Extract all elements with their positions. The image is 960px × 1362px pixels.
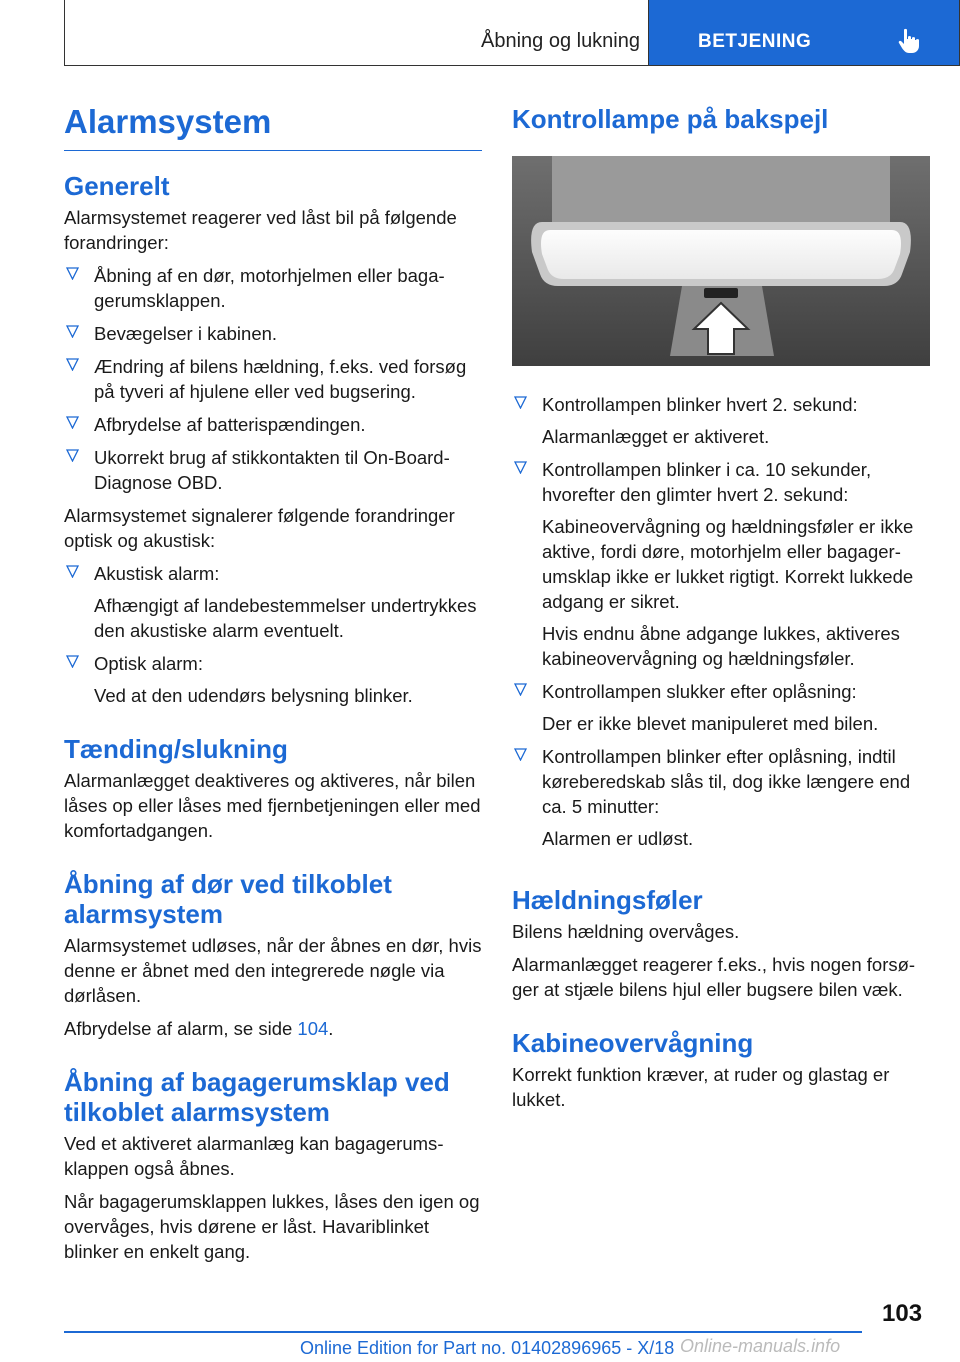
list-item [64,412,482,437]
bullet-triangle-icon [66,325,79,338]
list-item-text: Ændring af bilens hældning, f.eks. ved forsøg på tyveri af hjulene eller ved bugsering. [94,356,467,402]
list-item-label: Kontrollampen blinker hvert 2. sekund: [542,394,858,415]
list-item-sub: Hvis endnu åbne adgange lukkes, aktiveres kabineovervågning og hældningsføler. [542,623,900,669]
list-item-label: Kontrollampen slukker efter oplåsning: [542,681,857,702]
generelt-para2: Alarmsystemet signalerer følgende forandringer optisk og akustisk: [64,505,455,551]
list-item [64,651,482,708]
alarm-reference [64,1016,482,1041]
page-reference-link[interactable]: 104 [297,1018,329,1039]
list-item [512,457,930,671]
bullet-triangle-icon [514,461,527,474]
bagagerum-text1: Ved et aktiveret alarmanlæg kan bagagerumsklappen også åbnes. [64,1133,444,1179]
left-column [64,100,482,1272]
rearview-mirror-image [512,156,930,366]
list-item-text: Bevægelser i kabinen. [94,323,278,344]
list-item [64,321,482,346]
bullet-triangle-icon [66,358,79,371]
list-item-sub: Ved at den udendørs belysning blinker. [94,685,413,706]
list-item-sub: Alarmanlægget er aktiveret. [542,426,770,447]
heading-abning-dor: Åbning af dør ved tilkoblet alarmsystem [64,869,392,929]
haeldning-text1: Bilens hældning overvåges. [512,921,740,942]
list-item-sub: Der er ikke blevet manipuleret med bilen. [542,713,879,734]
list-item-label: Kontrollampen blinker i ca. 10 sekunder, hvorefter den glimter hvert 2. sekund: [542,459,872,505]
bullet-triangle-icon [514,748,527,761]
bullet-triangle-icon [66,449,79,462]
header-chapter-title: BETJENING [698,31,812,52]
taending-text: Alarmanlægget deaktiveres og aktiveres, når bilen låses op eller låses med fjernbetjeningen eller med komfortadgangen. [64,770,481,841]
right-column [512,100,930,1120]
list-item [64,354,482,404]
kabine-text: Korrekt funktion kræver, at ruder og glastag er lukket. [512,1064,890,1110]
list-item [512,679,930,736]
footer-edition: Online Edition for Part no. 01402896965 - X/18 [300,1338,675,1358]
footer-divider [64,1331,862,1333]
bullet-triangle-icon [66,655,79,668]
list-item-sub: Alarmen er udløst. [542,828,694,849]
bagagerum-text2: Når bagagerumsklappen lukkes, låses den igen og overvåges, hvis dørene er låst. Havariblinket blinker en enkelt gang. [64,1191,480,1262]
page-number: 103 [882,1300,923,1327]
list-item [64,445,482,495]
abning-dor-text: Alarmsystemet udløses, når der åbnes en dør, hvis denne er åbnet med den integrerede nøgle via dørlåsen. [64,935,482,1006]
bullet-triangle-icon [514,683,527,696]
mirror-illustration [512,156,930,366]
heading-generelt: Generelt [64,171,170,201]
pointing-hand-icon [898,28,920,54]
list-item [64,561,482,643]
reference-suffix: . [328,1018,334,1039]
heading-kabineovervagning: Kabineovervågning [512,1028,754,1058]
bullet-triangle-icon [514,396,527,409]
list-item-label: Kontrollampen blinker efter oplåsning, indtil køreberedskab slås til, dog ikke længere end ca. 5 minutter: [542,746,911,817]
list-item [512,392,930,449]
list-item-text: Ukorrekt brug af stikkontakten til On-Board-Diagnose OBD. [94,447,450,493]
bullet-triangle-icon [66,267,79,280]
generelt-intro: Alarmsystemet reagerer ved låst bil på følgende forandringer: [64,207,457,253]
list-item-sub: Afhængigt af landebestemmelser undertrykkes den akustiske alarm eventuelt. [94,595,477,641]
list-item [512,744,930,851]
bullet-triangle-icon [66,416,79,429]
list-item-sub: Kabineovervågning og hældningsføler er ikke aktive, fordi døre, motorhjelm eller bagagerumsklap ikke er lukket rigtigt. Korrekt lukkede adgang er sikret. [542,516,914,612]
heading-bagagerum: Åbning af bagagerumsklap ved tilkoblet alarmsystem [64,1067,450,1127]
heading-haeldningsfoler: Hældningsføler [512,885,703,915]
list-item-text: Åbning af en dør, motorhjelmen eller bagagerumsklappen. [94,265,445,311]
page-title: Alarmsystem [64,100,482,151]
footer-watermark: Online-manuals.info [680,1336,841,1356]
list-item-label: Optisk alarm: [94,653,203,674]
bullet-triangle-icon [66,565,79,578]
list-item-text: Afbrydelse af batterispændingen. [94,414,366,435]
reference-prefix: Afbrydelse af alarm, se side [64,1018,298,1039]
list-item-label: Akustisk alarm: [94,563,220,584]
list-item [64,263,482,313]
heading-taending: Tænding/slukning [64,734,288,764]
header-section-title: Åbning og lukning [480,30,640,52]
haeldning-text2: Alarmanlægget reagerer f.eks., hvis nogen forsøger at stjæle bilens hjul eller bugsere bilen væk. [512,954,916,1000]
heading-kontrollampe: Kontrollampe på bakspejl [512,104,829,134]
